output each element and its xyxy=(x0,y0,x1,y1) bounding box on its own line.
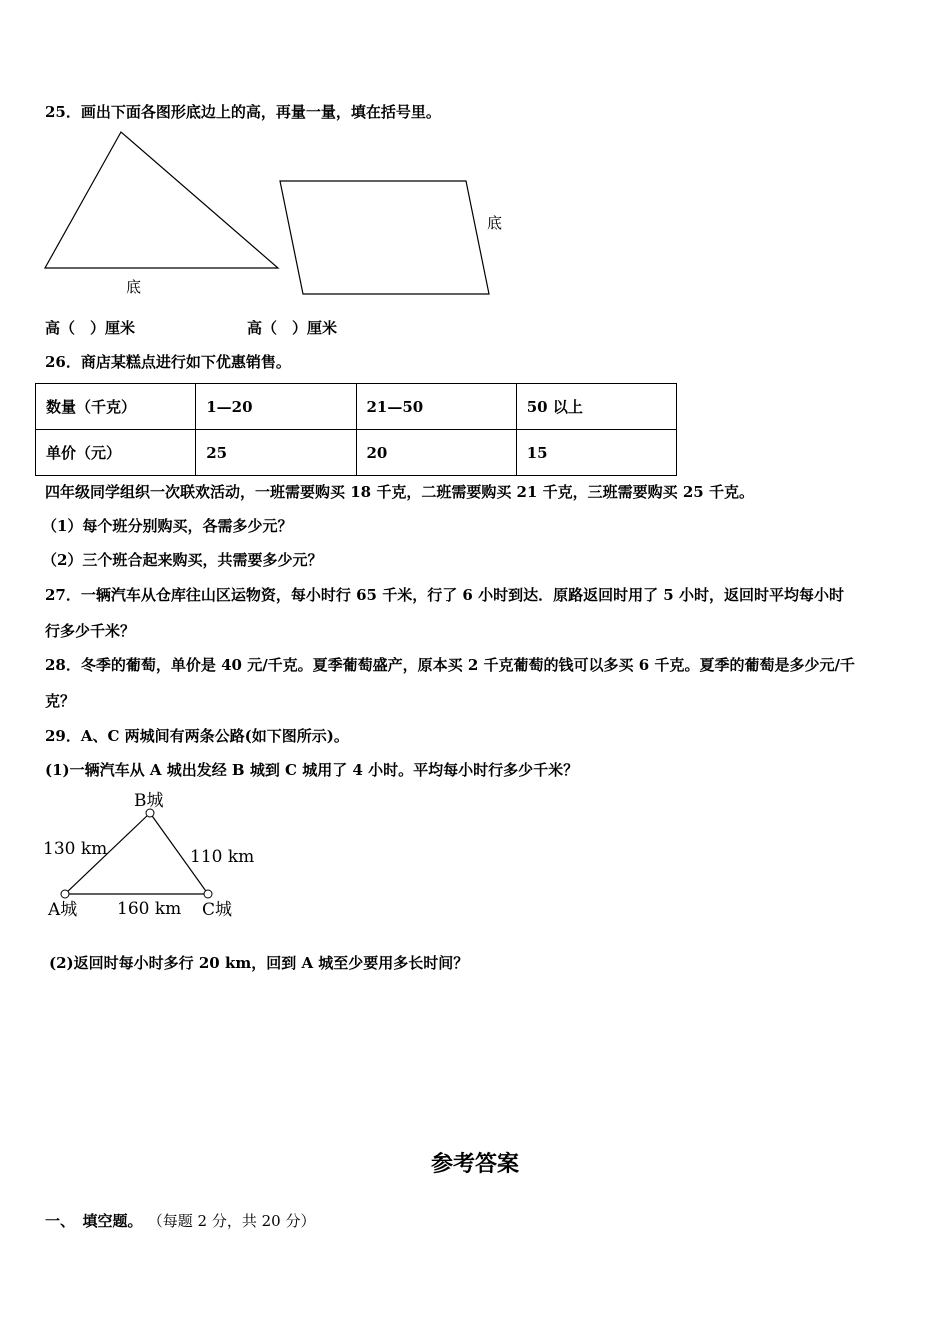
table-row xyxy=(36,430,677,476)
table-cell: 50 以上 xyxy=(516,384,676,430)
distance-bc-label: 110 km xyxy=(190,847,255,867)
table-cell: 20 xyxy=(356,430,516,476)
city-a-label: A城 xyxy=(48,900,78,920)
city-a-node xyxy=(61,890,69,898)
q28-line1: 28．冬季的葡萄，单价是 40 元/千克。夏季葡萄盛产，原本买 2 千克葡萄的钱可以多买 6 千克。夏季的葡萄是多少元/千 xyxy=(45,656,855,674)
city-b-label: B城 xyxy=(134,791,164,811)
q26-text: 26．商店某糕点进行如下优惠销售。 xyxy=(45,353,291,371)
table-cell: 单价（元） xyxy=(36,430,196,476)
distance-ab-label: 130 km xyxy=(43,839,108,859)
q26-sub1: （1）每个班分别购买，各需多少元？ xyxy=(42,517,293,535)
city-c-node xyxy=(204,890,212,898)
table-cell: 21—50 xyxy=(356,384,516,430)
q26-sub2: （2）三个班合起来购买，共需要多少元？ xyxy=(42,551,323,569)
q28-line2: 克？ xyxy=(45,692,76,710)
q26-description: 四年级同学组织一次联欢活动，一班需要购买 18 千克，二班需要购买 21 千克，三班需要购买 25 千克。 xyxy=(45,483,754,501)
triangle-shape xyxy=(45,132,278,268)
q29-sub1: (1)一辆汽车从 A 城出发经 B 城到 C 城用了 4 小时。平均每小时行多少千米？ xyxy=(45,761,579,779)
q25-text: 25．画出下面各图形底边上的高，再量一量，填在括号里。 xyxy=(45,103,441,121)
parallelogram-base-label: 底 xyxy=(487,214,503,232)
answers-section-heading xyxy=(45,1211,315,1231)
q27-line1: 27．一辆汽车从仓库往山区运物资，每小时行 65 千米，行了 6 小时到达．原路返回时用了 5 小时，返回时平均每小时 xyxy=(45,586,844,604)
q29-sub2: (2)返回时每小时多行 20 km，回到 A 城至少要用多长时间？ xyxy=(49,954,469,972)
triangle-base-label: 底 xyxy=(126,278,142,296)
table-cell: 1—20 xyxy=(196,384,356,430)
answers-title: 参考答案 xyxy=(430,1151,519,1177)
q29-text: 29．A、C 两城间有两条公路(如下图所示)。 xyxy=(45,727,349,745)
table-row xyxy=(36,384,677,430)
table-cell: 数量（千克） xyxy=(36,384,196,430)
height-blank-triangle: 高（ ）厘米 xyxy=(45,319,136,337)
height-blank-parallelogram: 高（ ）厘米 xyxy=(247,319,338,337)
section-head-text: 一、 填空题。 xyxy=(45,1212,143,1230)
distance-ac-label: 160 km xyxy=(117,899,182,919)
q25-figures xyxy=(0,0,950,320)
table-cell: 25 xyxy=(196,430,356,476)
city-route-diagram xyxy=(0,780,300,930)
q27-line2: 行多少千米？ xyxy=(45,622,136,640)
parallelogram-shape xyxy=(280,181,489,294)
table-cell: 15 xyxy=(516,430,676,476)
city-c-label: C城 xyxy=(202,900,233,920)
section-note: （每题 2 分，共 20 分） xyxy=(147,1212,316,1230)
price-table xyxy=(35,383,677,476)
